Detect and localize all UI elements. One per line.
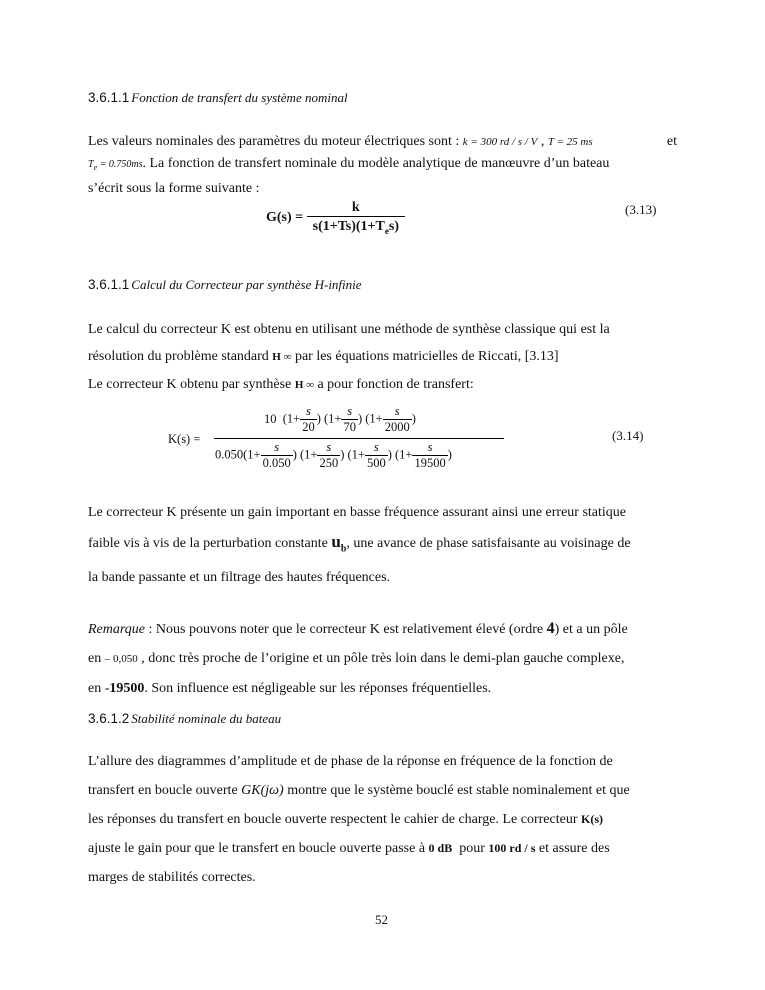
paragraph-corrector-calc bbox=[88, 316, 677, 399]
section-title: Calcul du Correcteur par synthèse H-infinie bbox=[131, 277, 362, 292]
denominator: $s(1+Ts)(1+T_es)$ bbox=[307, 216, 405, 236]
text-line: Le correcteur K obtenu par synthèse bbox=[88, 377, 292, 392]
order-value: 4 bbox=[546, 620, 555, 637]
equation-lhs: G(s) = bbox=[266, 209, 304, 225]
ks-expression: K(s) bbox=[581, 812, 603, 826]
te-value: $T_e = 0.750ms$ bbox=[88, 159, 143, 172]
pole-value: – 0,050 bbox=[104, 653, 138, 665]
text-line: les réponses du transfert en boucle ouverte respectent le cahier de charge. Le correcteur bbox=[88, 812, 578, 827]
text-line: ajuste le gain pour que le transfert en boucle ouverte passe à bbox=[88, 841, 426, 856]
text-line: par les équations matricielles de Riccati, [3.13] bbox=[294, 349, 559, 364]
text-line: la bande passante et un filtrage des hautes fréquences. bbox=[88, 570, 391, 586]
text-line: montre que le système bouclé est stable nominalement et que bbox=[287, 783, 630, 798]
equation-fraction bbox=[307, 200, 405, 236]
far-pole-value: 19500 bbox=[109, 681, 145, 696]
page-number: 52 bbox=[375, 912, 388, 927]
denominator: 0.050(1+ $\frac{s}{0.050}$ ) (1+ $\frac{s}{250}$ ) (1+ $\frac{s}{500}$ ) (1+ $\frac{s}{19500}$ ) bbox=[215, 440, 452, 470]
section-number: 3.6.1.1 bbox=[88, 277, 130, 292]
paragraph-corrector-properties bbox=[88, 498, 677, 592]
section-heading-stability bbox=[88, 711, 281, 728]
h-infinity: H ∞ bbox=[294, 379, 314, 391]
frequency-value: 100 rd / s bbox=[488, 841, 536, 855]
section-title: Fonction de transfert du système nominal bbox=[131, 90, 348, 105]
section-number: 3.6.1.1 bbox=[88, 90, 130, 105]
text-line: en bbox=[88, 651, 102, 666]
equation-number: (3.13) bbox=[625, 202, 657, 217]
section-number: 3.6.1.2 bbox=[88, 711, 130, 726]
text-line: , donc très proche de l’origine et un pôle très loin dans le demi-plan gauche complexe, bbox=[141, 651, 625, 666]
text-line: en - bbox=[88, 681, 110, 696]
text-pour: pour bbox=[459, 841, 485, 856]
k-value: k = 300 rd / s / V bbox=[462, 136, 538, 148]
paragraph-nominal-values: Les valeurs nominales des paramètres du moteur électriques sont : k = 300 rd / s / V , T = 25 ms et $T_e = 0.750ms$. La fonction de transfert nominale du modèle analytique de manœuvre d’un bateau s’écrit sous la forme suivante : bbox=[88, 131, 677, 199]
text-line: Les valeurs nominales des paramètres du moteur électriques sont : bbox=[88, 134, 460, 149]
text-line: Le calcul du correcteur K est obtenu en utilisant une méthode de synthèse classique qui est la bbox=[88, 322, 610, 337]
text-line: résolution du problème standard bbox=[88, 349, 269, 364]
text-et: et bbox=[666, 134, 677, 149]
text-line: . Son influence est négligeable sur les réponses fréquentielles. bbox=[144, 681, 492, 696]
gk-expression: GK(jω) bbox=[241, 783, 284, 798]
text-line: L’allure des diagrammes d’amplitude et de phase de la réponse en fréquence de la fonction de bbox=[88, 754, 613, 769]
text-line: . La fonction de transfert nominale du modèle analytique de manœuvre d’un bateau bbox=[142, 156, 610, 171]
section-heading-transfer bbox=[88, 90, 348, 107]
numerator: k bbox=[351, 200, 360, 215]
text-line: Le correcteur K présente un gain important en basse fréquence assurant ainsi une erreur statique bbox=[88, 505, 626, 520]
remark-label: Remarque bbox=[88, 622, 146, 637]
equation-3-14 bbox=[168, 404, 518, 474]
paragraph-remark bbox=[88, 614, 677, 703]
text-line: faible vis à vis de la perturbation constante bbox=[88, 536, 328, 551]
text-line: , une avance de phase satisfaisante au voisinage de bbox=[346, 536, 631, 551]
text-line: a pour fonction de transfert: bbox=[317, 377, 474, 392]
section-title: Stabilité nominale du bateau bbox=[131, 711, 282, 726]
section-heading-corrector bbox=[88, 277, 362, 294]
equation-3-13 bbox=[266, 200, 405, 236]
ub-symbol: $u_b$ bbox=[331, 532, 347, 555]
h-infinity: H ∞ bbox=[272, 351, 292, 363]
t-value: T = 25 ms bbox=[547, 136, 593, 148]
paragraph-stability bbox=[88, 747, 677, 892]
numerator: 10 (1+ $\frac{s}{20}$ ) (1+ $\frac{s}{70}$ ) (1+ $\frac{s}{2000}$ ) bbox=[264, 404, 416, 434]
text-line: s’écrit sous la forme suivante : bbox=[88, 181, 260, 196]
equation-lhs: K(s) = bbox=[168, 432, 201, 446]
text-line: : Nous pouvons noter que le correcteur K est relativement élevé (ordre bbox=[145, 622, 544, 637]
fraction-bar bbox=[214, 438, 504, 439]
text-line: marges de stabilités correctes. bbox=[88, 870, 256, 885]
zero-db: 0 dB bbox=[428, 841, 453, 855]
text-line: transfert en boucle ouverte bbox=[88, 783, 238, 798]
text-line: ) et a un pôle bbox=[554, 622, 628, 637]
equation-number: (3.14) bbox=[612, 428, 644, 443]
text-line: et assure des bbox=[538, 841, 610, 856]
